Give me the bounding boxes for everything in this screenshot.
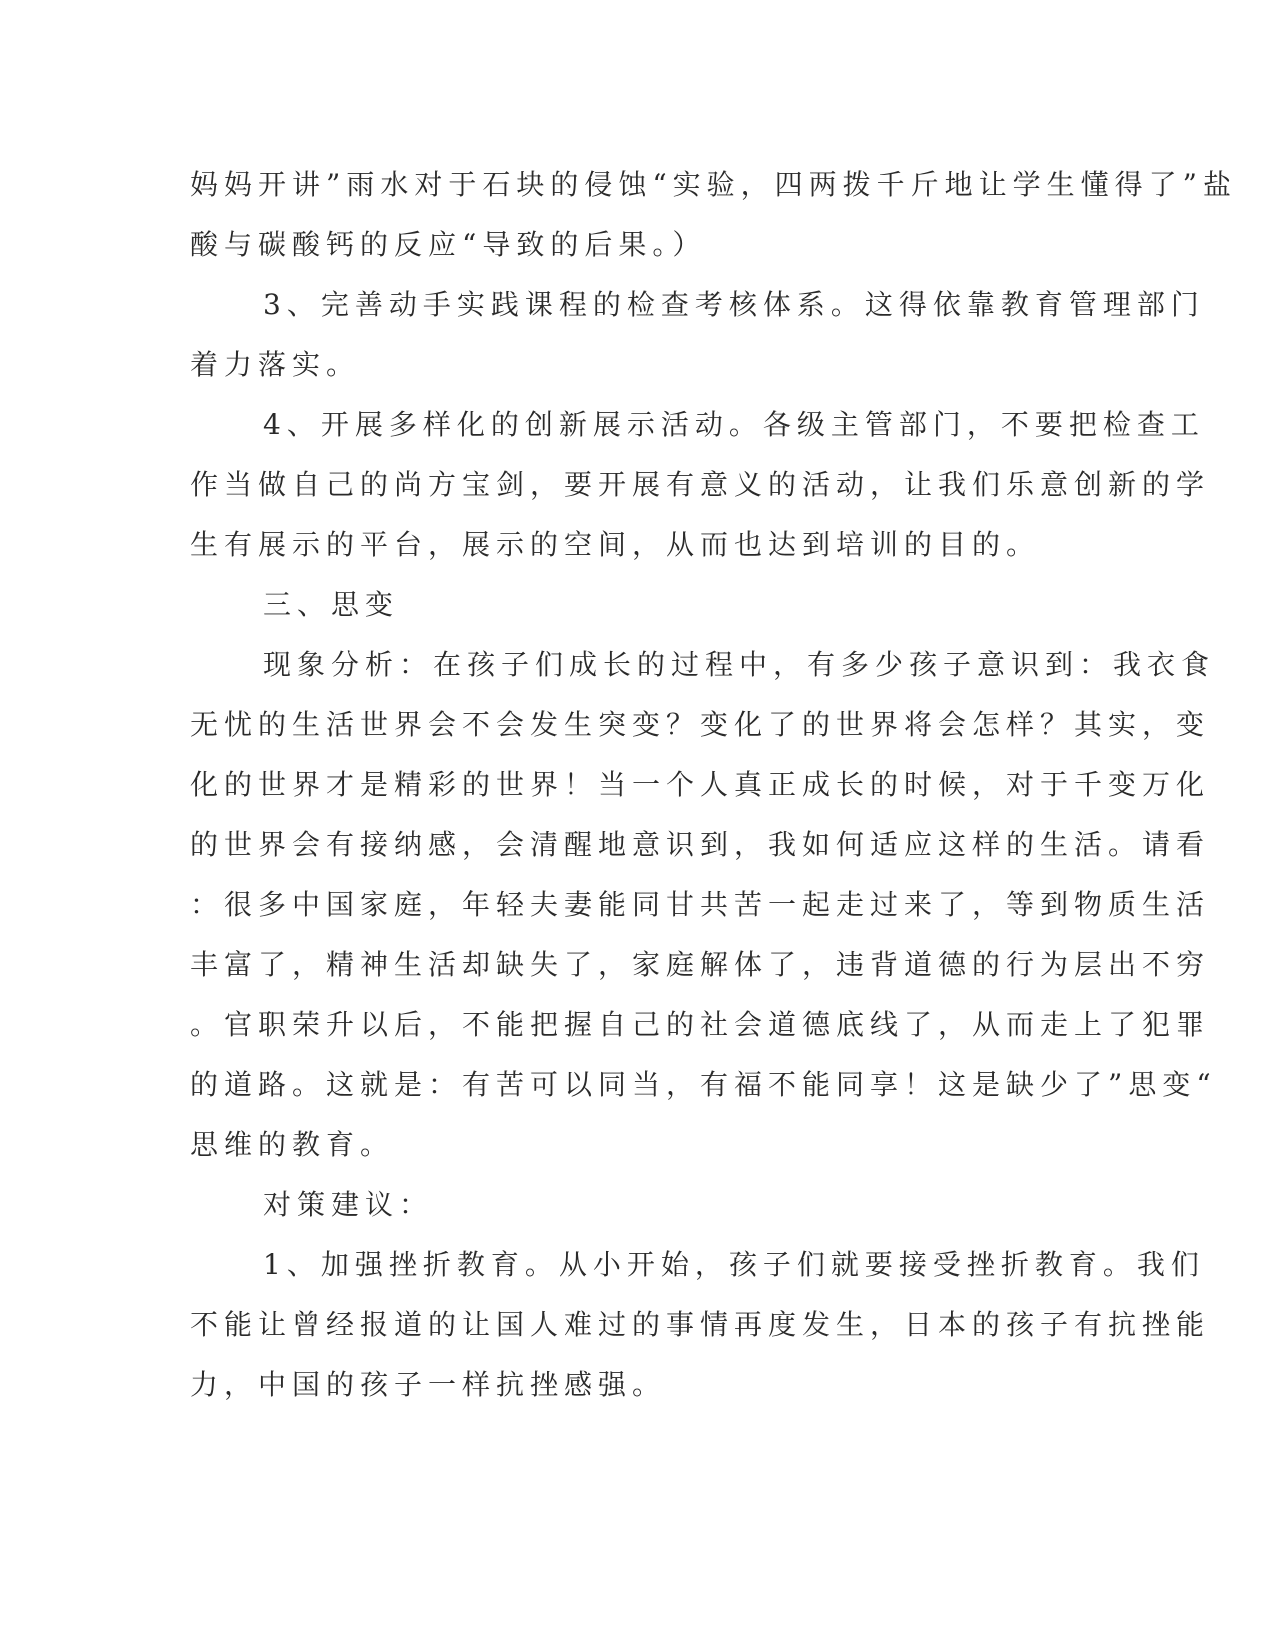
text-line: 作当做自己的尚方宝剑，要开展有意义的活动，让我们乐意创新的学	[190, 468, 1211, 501]
text-line: ：很多中国家庭，年轻夫妻能同甘共苦一起走过来了，等到物质生活	[190, 888, 1211, 921]
text-line: 思维的教育。	[190, 1128, 395, 1161]
paragraph-start: 1、加强挫折教育。从小开始，孩子们就要接受挫折教育。我们	[263, 1248, 1205, 1281]
section-heading: 三、思变	[263, 588, 400, 621]
text-line: 的道路。这就是：有苦可以同当，有福不能同享！这是缺少了”思变“	[190, 1068, 1217, 1101]
text-line: 不能让曾经报道的让国人难过的事情再度发生，日本的孩子有抗挫能	[190, 1308, 1211, 1341]
text-line: 的世界会有接纳感，会清醒地意识到，我如何适应这样的生活。请看	[190, 828, 1211, 861]
text-line: 化的世界才是精彩的世界！当一个人真正成长的时候，对于千变万化	[190, 768, 1211, 801]
text-line: 。官职荣升以后，不能把握自己的社会道德底线了，从而走上了犯罪	[190, 1008, 1211, 1041]
paragraph-start: 4、开展多样化的创新展示活动。各级主管部门，不要把检查工	[263, 408, 1205, 441]
text-line: 妈妈开讲”雨水对于石块的侵蚀“实验，四两拨千斤地让学生懂得了”盐	[190, 168, 1237, 201]
subheading: 对策建议：	[263, 1188, 434, 1221]
text-line: 着力落实。	[190, 348, 361, 381]
text-line: 酸与碳酸钙的反应“导致的后果。）	[190, 228, 707, 261]
text-line: 力，中国的孩子一样抗挫感强。	[190, 1368, 667, 1401]
paragraph-start: 3、完善动手实践课程的检查考核体系。这得依靠教育管理部门	[263, 288, 1205, 321]
text-line: 生有展示的平台，展示的空间，从而也达到培训的目的。	[190, 528, 1041, 561]
text-line: 无忧的生活世界会不会发生突变？变化了的世界将会怎样？其实，变	[190, 708, 1211, 741]
text-line: 丰富了，精神生活却缺失了，家庭解体了，违背道德的行为层出不穷	[190, 948, 1211, 981]
paragraph-start: 现象分析：在孩子们成长的过程中，有多少孩子意识到：我衣食	[263, 648, 1216, 681]
